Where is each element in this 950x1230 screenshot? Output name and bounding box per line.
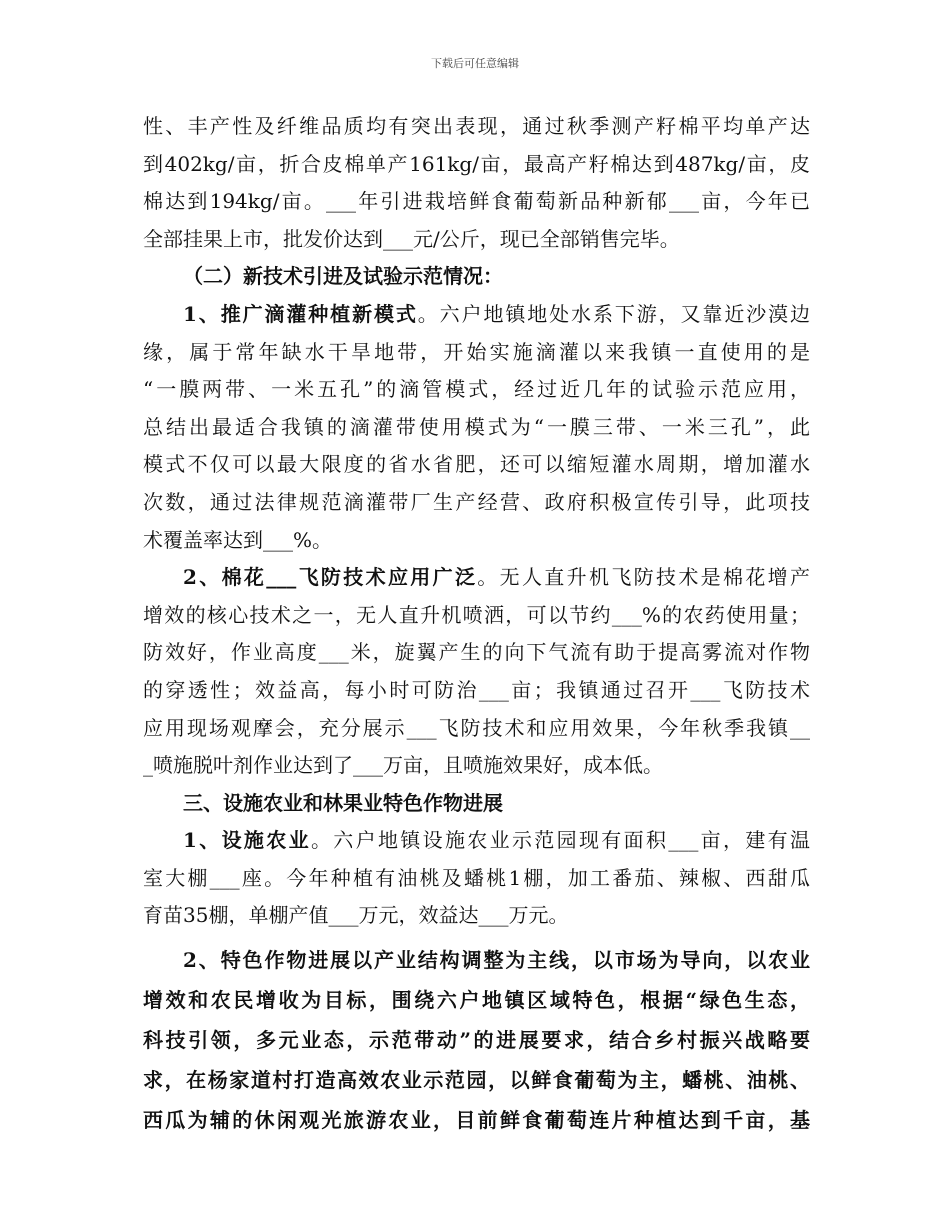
section-heading-new-tech: （二）新技术引进及试验示范情况： bbox=[183, 264, 503, 289]
paragraph-drip-irrigation bbox=[143, 296, 810, 559]
paragraph-lead-rest: 。无人直升机飞防技术是棉花增产 bbox=[477, 565, 811, 590]
text-line: 育苗35棚，单棚产值___万元，效益达___万元。 bbox=[143, 903, 569, 928]
text-line: 模式不仅可以最大限度的省水省肥，还可以缩短灌水周期，增加灌水 bbox=[143, 452, 810, 477]
text-line: 西瓜为辅的休闲观光旅游农业，目前鲜食葡萄连片种植达到千亩，基 bbox=[143, 1108, 810, 1133]
text-line: _喷施脱叶剂作业达到了___万亩，且喷施效果好，成本低。 bbox=[143, 753, 663, 778]
text-line: 科技引领，多元业态，示范带动”的进展要求，结合乡村振兴战略要 bbox=[143, 1028, 810, 1053]
text-line: 术覆盖率达到___%。 bbox=[143, 527, 333, 552]
paragraph-facility-agriculture bbox=[143, 822, 810, 935]
document-body bbox=[143, 108, 810, 1140]
text-line: 次数，通过法律规范滴灌带厂生产经营、政府积极宣传引导，此项技 bbox=[143, 489, 810, 514]
paragraph-lead: 2、棉花___飞防技术应用广泛 bbox=[183, 565, 478, 590]
text-line bbox=[143, 296, 810, 334]
paragraph-drone-spraying bbox=[143, 559, 810, 785]
text-line: 总结出最适合我镇的滴灌带使用模式为“一膜三带、一米三孔”，此 bbox=[143, 414, 810, 439]
text-line: 棉达到194kg/亩。___年引进栽培鲜食葡萄新品种新郁___亩，今年已 bbox=[143, 189, 810, 214]
text-line: 的穿透性；效益高，每小时可防治___亩；我镇通过召开___飞防技术 bbox=[143, 677, 810, 702]
text-line bbox=[143, 559, 810, 597]
page-header: 下载后可任意编辑 bbox=[431, 57, 519, 70]
text-line: 求，在杨家道村打造高效农业示范园，以鲜食葡萄为主，蟠桃、油桃、 bbox=[143, 1068, 810, 1093]
text-line: 增效和农民增收为目标，围绕六户地镇区域特色，根据“绿色生态， bbox=[143, 988, 810, 1013]
text-line bbox=[143, 822, 810, 860]
text-line: 应用现场观摩会，充分展示___飞防技术和应用效果，今年秋季我镇__ bbox=[143, 715, 810, 740]
text-line: 全部挂果上市，批发价达到___元/公斤，现已全部销售完毕。 bbox=[143, 226, 680, 251]
text-line: 室大棚___座。今年种植有油桃及蟠桃1棚，加工番茄、辣椒、西甜瓜 bbox=[143, 865, 810, 890]
paragraph-lead-rest: 。六户地镇地处水系下游，又靠近沙漠边 bbox=[417, 301, 811, 326]
paragraph-lead-rest: 。六户地镇设施农业示范园现有面积___亩，建有温 bbox=[310, 828, 810, 853]
text-line: “一膜两带、一米五孔”的滴管模式，经过近几年的试验示范应用， bbox=[143, 377, 810, 402]
paragraph-cotton-yield bbox=[143, 108, 810, 258]
text-line: 到402kg/亩，折合皮棉单产161kg/亩，最高产籽棉达到487kg/亩，皮 bbox=[143, 151, 810, 176]
text-line: 缘，属于常年缺水干旱地带，开始实施滴灌以来我镇一直使用的是 bbox=[143, 339, 810, 364]
text-line: 性、丰产性及纤维品质均有突出表现，通过秋季测产籽棉平均单产达 bbox=[143, 114, 810, 138]
section-heading-facility-agriculture: 三、设施农业和林果业特色作物进展 bbox=[183, 790, 503, 815]
paragraph-specialty-crops bbox=[143, 940, 810, 1140]
paragraph-lead: 1、设施农业 bbox=[183, 828, 311, 853]
text-line: 防效好，作业高度___米，旋翼产生的向下气流有助于提高雾流对作物 bbox=[143, 640, 810, 665]
paragraph-lead: 1、推广滴灌种植新模式 bbox=[183, 301, 418, 326]
text-line: 增效的核心技术之一，无人直升机喷洒，可以节约___%的农药使用量； bbox=[143, 602, 810, 627]
text-line: 2、特色作物进展以产业结构调整为主线，以市场为导向，以农业 bbox=[183, 948, 810, 973]
